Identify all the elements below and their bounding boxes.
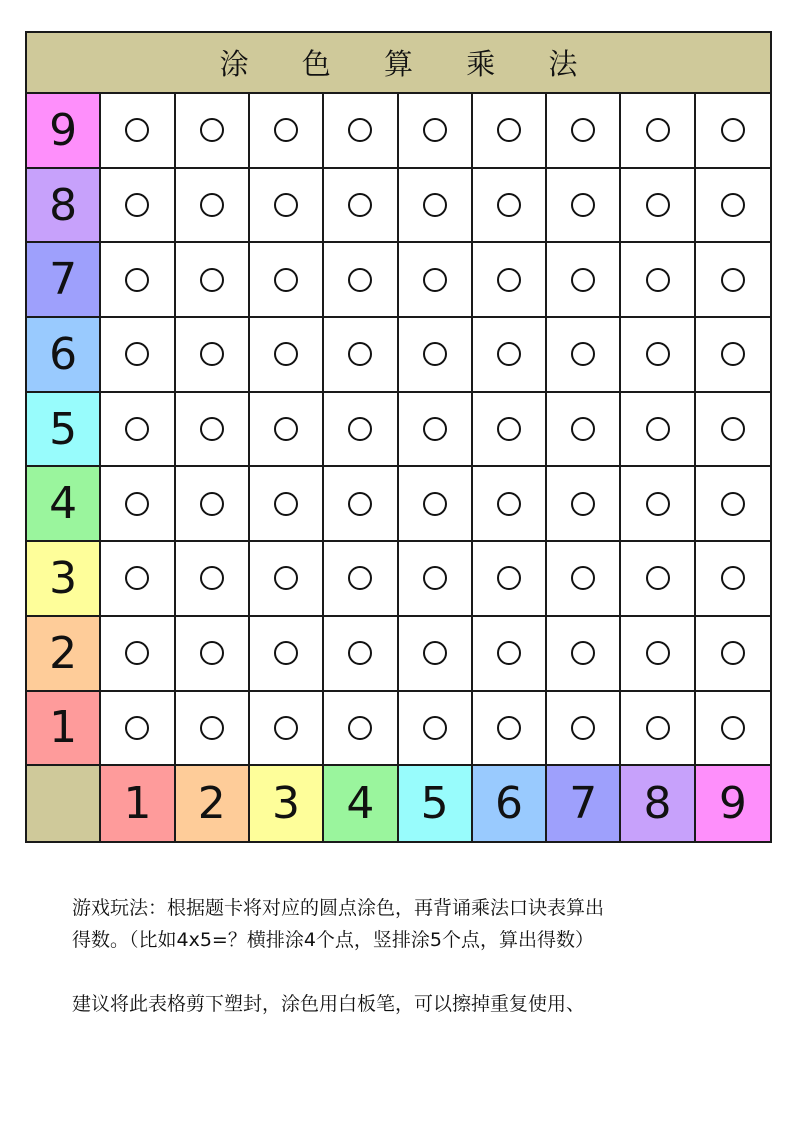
circle-dot[interactable] bbox=[423, 641, 447, 665]
row-header-4 bbox=[27, 467, 101, 542]
dot-cell bbox=[696, 617, 770, 692]
dot-cell bbox=[176, 467, 250, 542]
dot-cell bbox=[399, 169, 473, 244]
dot-cell bbox=[547, 393, 621, 468]
dot-cell bbox=[324, 617, 398, 692]
circle-dot[interactable] bbox=[571, 716, 595, 740]
circle-dot[interactable] bbox=[646, 716, 670, 740]
column-header-8 bbox=[621, 766, 695, 841]
circle-dot[interactable] bbox=[497, 193, 521, 217]
circle-dot[interactable] bbox=[721, 193, 745, 217]
row-number: 3 bbox=[49, 552, 78, 604]
circle-dot[interactable] bbox=[721, 342, 745, 366]
row-header-8 bbox=[27, 169, 101, 244]
dot-cell bbox=[250, 94, 324, 169]
dot-cell bbox=[250, 169, 324, 244]
circle-dot[interactable] bbox=[721, 641, 745, 665]
column-number: 1 bbox=[123, 778, 152, 830]
circle-dot[interactable] bbox=[274, 342, 298, 366]
circle-dot[interactable] bbox=[200, 342, 224, 366]
circle-dot[interactable] bbox=[125, 417, 149, 441]
dot-cell bbox=[547, 318, 621, 393]
dot-cell bbox=[696, 542, 770, 617]
circle-dot[interactable] bbox=[721, 268, 745, 292]
row-number: 7 bbox=[49, 254, 78, 306]
circle-dot[interactable] bbox=[200, 641, 224, 665]
dot-cell bbox=[101, 169, 175, 244]
circle-dot[interactable] bbox=[200, 716, 224, 740]
circle-dot[interactable] bbox=[646, 342, 670, 366]
dot-cell bbox=[324, 467, 398, 542]
corner-cell bbox=[27, 766, 101, 841]
row-number: 9 bbox=[49, 104, 78, 156]
dot-cell bbox=[324, 243, 398, 318]
dot-cell bbox=[101, 692, 175, 767]
circle-dot[interactable] bbox=[571, 193, 595, 217]
row-header-2 bbox=[27, 617, 101, 692]
circle-dot[interactable] bbox=[721, 716, 745, 740]
dot-cell bbox=[621, 94, 695, 169]
circle-dot[interactable] bbox=[274, 268, 298, 292]
circle-dot[interactable] bbox=[571, 268, 595, 292]
dot-cell bbox=[473, 318, 547, 393]
circle-dot[interactable] bbox=[200, 118, 224, 142]
dot-cell bbox=[250, 467, 324, 542]
circle-dot[interactable] bbox=[497, 118, 521, 142]
dot-cell bbox=[399, 467, 473, 542]
dot-cell bbox=[324, 393, 398, 468]
circle-dot[interactable] bbox=[200, 417, 224, 441]
circle-dot[interactable] bbox=[274, 716, 298, 740]
dot-cell bbox=[696, 318, 770, 393]
dot-cell bbox=[547, 169, 621, 244]
circle-dot[interactable] bbox=[423, 566, 447, 590]
sheet-title: 涂 色 算 乘 法 bbox=[27, 33, 770, 94]
multiplication-coloring-sheet bbox=[25, 31, 772, 843]
dot-cell bbox=[101, 94, 175, 169]
dot-cell bbox=[250, 542, 324, 617]
dot-cell bbox=[621, 542, 695, 617]
dot-cell bbox=[324, 692, 398, 767]
dot-cell bbox=[547, 692, 621, 767]
dot-cell bbox=[621, 467, 695, 542]
column-header-7 bbox=[547, 766, 621, 841]
dot-cell bbox=[473, 169, 547, 244]
circle-dot[interactable] bbox=[571, 566, 595, 590]
circle-dot[interactable] bbox=[125, 716, 149, 740]
column-number: 7 bbox=[569, 778, 598, 830]
circle-dot[interactable] bbox=[274, 641, 298, 665]
dot-cell bbox=[621, 318, 695, 393]
dot-cell bbox=[696, 169, 770, 244]
dot-cell bbox=[324, 318, 398, 393]
dot-cell bbox=[399, 94, 473, 169]
dot-cell bbox=[399, 692, 473, 767]
row-number: 5 bbox=[49, 403, 78, 455]
circle-dot[interactable] bbox=[646, 492, 670, 516]
circle-dot[interactable] bbox=[348, 118, 372, 142]
dot-cell bbox=[547, 617, 621, 692]
dot-cell bbox=[473, 542, 547, 617]
circle-dot[interactable] bbox=[348, 417, 372, 441]
dot-cell bbox=[399, 243, 473, 318]
dot-cell bbox=[621, 243, 695, 318]
circle-dot[interactable] bbox=[125, 492, 149, 516]
column-header-2 bbox=[176, 766, 250, 841]
dot-cell bbox=[250, 243, 324, 318]
instructions-line-2: 得数。（比如4x5=？横排涂4个点，竖排涂5个点，算出得数） bbox=[72, 929, 595, 951]
circle-dot[interactable] bbox=[423, 268, 447, 292]
circle-dot[interactable] bbox=[125, 268, 149, 292]
column-number: 9 bbox=[718, 778, 747, 830]
circle-dot[interactable] bbox=[571, 118, 595, 142]
circle-dot[interactable] bbox=[200, 268, 224, 292]
circle-dot[interactable] bbox=[348, 641, 372, 665]
dot-grid bbox=[27, 94, 770, 841]
circle-dot[interactable] bbox=[125, 118, 149, 142]
circle-dot[interactable] bbox=[274, 417, 298, 441]
dot-cell bbox=[696, 393, 770, 468]
row-header-9 bbox=[27, 94, 101, 169]
dot-cell bbox=[176, 169, 250, 244]
dot-cell bbox=[324, 169, 398, 244]
dot-cell bbox=[176, 243, 250, 318]
circle-dot[interactable] bbox=[721, 417, 745, 441]
circle-dot[interactable] bbox=[423, 118, 447, 142]
dot-cell bbox=[621, 393, 695, 468]
dot-cell bbox=[324, 94, 398, 169]
dot-cell bbox=[696, 692, 770, 767]
circle-dot[interactable] bbox=[274, 193, 298, 217]
column-number: 2 bbox=[197, 778, 226, 830]
circle-dot[interactable] bbox=[200, 566, 224, 590]
dot-cell bbox=[250, 393, 324, 468]
row-number: 8 bbox=[49, 179, 78, 231]
dot-cell bbox=[621, 169, 695, 244]
circle-dot[interactable] bbox=[646, 193, 670, 217]
circle-dot[interactable] bbox=[348, 492, 372, 516]
circle-dot[interactable] bbox=[571, 417, 595, 441]
dot-cell bbox=[621, 692, 695, 767]
circle-dot[interactable] bbox=[721, 118, 745, 142]
circle-dot[interactable] bbox=[125, 566, 149, 590]
circle-dot[interactable] bbox=[646, 641, 670, 665]
circle-dot[interactable] bbox=[646, 417, 670, 441]
dot-cell bbox=[250, 617, 324, 692]
circle-dot[interactable] bbox=[497, 566, 521, 590]
dot-cell bbox=[696, 243, 770, 318]
dot-cell bbox=[250, 692, 324, 767]
column-number: 6 bbox=[494, 778, 523, 830]
circle-dot[interactable] bbox=[125, 193, 149, 217]
circle-dot[interactable] bbox=[646, 268, 670, 292]
dot-cell bbox=[473, 617, 547, 692]
dot-cell bbox=[176, 318, 250, 393]
dot-cell bbox=[399, 393, 473, 468]
circle-dot[interactable] bbox=[646, 118, 670, 142]
circle-dot[interactable] bbox=[125, 342, 149, 366]
circle-dot[interactable] bbox=[497, 342, 521, 366]
dot-cell bbox=[696, 94, 770, 169]
dot-cell bbox=[101, 617, 175, 692]
circle-dot[interactable] bbox=[497, 492, 521, 516]
circle-dot[interactable] bbox=[423, 417, 447, 441]
dot-cell bbox=[176, 617, 250, 692]
dot-cell bbox=[101, 467, 175, 542]
circle-dot[interactable] bbox=[646, 566, 670, 590]
row-header-3 bbox=[27, 542, 101, 617]
dot-cell bbox=[696, 467, 770, 542]
column-number: 4 bbox=[346, 778, 375, 830]
column-number: 8 bbox=[643, 778, 672, 830]
dot-cell bbox=[176, 692, 250, 767]
circle-dot[interactable] bbox=[348, 716, 372, 740]
column-header-1 bbox=[101, 766, 175, 841]
circle-dot[interactable] bbox=[571, 492, 595, 516]
circle-dot[interactable] bbox=[423, 342, 447, 366]
dot-cell bbox=[324, 542, 398, 617]
circle-dot[interactable] bbox=[274, 492, 298, 516]
row-header-6 bbox=[27, 318, 101, 393]
dot-cell bbox=[399, 617, 473, 692]
dot-cell bbox=[101, 542, 175, 617]
circle-dot[interactable] bbox=[497, 716, 521, 740]
dot-cell bbox=[399, 542, 473, 617]
dot-cell bbox=[473, 467, 547, 542]
circle-dot[interactable] bbox=[274, 118, 298, 142]
row-number: 1 bbox=[49, 702, 78, 754]
circle-dot[interactable] bbox=[423, 193, 447, 217]
circle-dot[interactable] bbox=[274, 566, 298, 590]
dot-cell bbox=[250, 318, 324, 393]
circle-dot[interactable] bbox=[125, 641, 149, 665]
column-number: 5 bbox=[420, 778, 449, 830]
column-header-4 bbox=[324, 766, 398, 841]
circle-dot[interactable] bbox=[423, 492, 447, 516]
circle-dot[interactable] bbox=[571, 342, 595, 366]
dot-cell bbox=[473, 94, 547, 169]
circle-dot[interactable] bbox=[348, 342, 372, 366]
row-header-1 bbox=[27, 692, 101, 767]
dot-cell bbox=[547, 467, 621, 542]
circle-dot[interactable] bbox=[348, 566, 372, 590]
row-number: 4 bbox=[49, 478, 78, 530]
column-header-5 bbox=[399, 766, 473, 841]
dot-cell bbox=[473, 393, 547, 468]
dot-cell bbox=[547, 243, 621, 318]
dot-cell bbox=[621, 617, 695, 692]
row-number: 2 bbox=[49, 627, 78, 679]
column-header-3 bbox=[250, 766, 324, 841]
circle-dot[interactable] bbox=[200, 492, 224, 516]
column-number: 3 bbox=[272, 778, 301, 830]
circle-dot[interactable] bbox=[721, 566, 745, 590]
row-header-7 bbox=[27, 243, 101, 318]
circle-dot[interactable] bbox=[348, 268, 372, 292]
instructions bbox=[72, 892, 762, 1020]
column-header-6 bbox=[473, 766, 547, 841]
circle-dot[interactable] bbox=[497, 641, 521, 665]
dot-cell bbox=[547, 542, 621, 617]
dot-cell bbox=[473, 692, 547, 767]
row-header-5 bbox=[27, 393, 101, 468]
dot-cell bbox=[547, 94, 621, 169]
row-number: 6 bbox=[49, 328, 78, 380]
column-header-9 bbox=[696, 766, 770, 841]
circle-dot[interactable] bbox=[497, 417, 521, 441]
instructions-line-3: 建议将此表格剪下塑封，涂色用白板笔，可以擦掉重复使用、 bbox=[72, 993, 586, 1015]
circle-dot[interactable] bbox=[423, 716, 447, 740]
dot-cell bbox=[399, 318, 473, 393]
dot-cell bbox=[176, 542, 250, 617]
dot-cell bbox=[176, 393, 250, 468]
dot-cell bbox=[473, 243, 547, 318]
dot-cell bbox=[101, 318, 175, 393]
dot-cell bbox=[101, 393, 175, 468]
circle-dot[interactable] bbox=[571, 641, 595, 665]
circle-dot[interactable] bbox=[721, 492, 745, 516]
circle-dot[interactable] bbox=[348, 193, 372, 217]
dot-cell bbox=[176, 94, 250, 169]
circle-dot[interactable] bbox=[497, 268, 521, 292]
dot-cell bbox=[101, 243, 175, 318]
instructions-line-1: 游戏玩法：根据题卡将对应的圆点涂色，再背诵乘法口诀表算出 bbox=[72, 897, 605, 919]
circle-dot[interactable] bbox=[200, 193, 224, 217]
